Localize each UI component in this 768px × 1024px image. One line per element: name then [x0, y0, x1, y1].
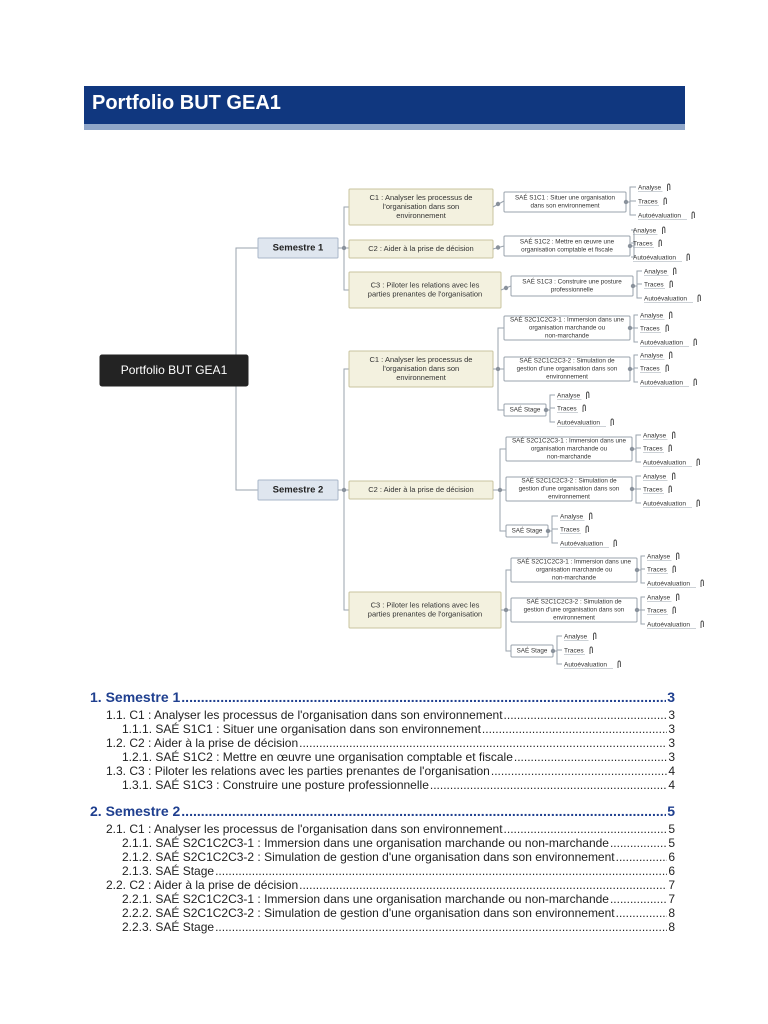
connector-line: [548, 531, 558, 543]
toc-1-3-1[interactable]: [122, 778, 675, 792]
leaf-autoevaluation[interactable]: [643, 501, 692, 508]
toc-dot-leader: [610, 892, 667, 906]
toc-1-2[interactable]: [106, 736, 675, 750]
node-joint: [546, 529, 550, 533]
connector-line: [637, 597, 645, 610]
attachment-icon: [614, 540, 616, 547]
toc-entry-label: [122, 836, 609, 850]
connector-line: [632, 435, 641, 449]
leaf-traces[interactable]: [557, 406, 578, 413]
connector-line: [633, 286, 642, 298]
leaf-autoevaluation-label: Autoévaluation: [638, 212, 682, 220]
root-node-label: Portfolio BUT GEA1: [120, 362, 228, 377]
toc-entry-text: C2 : Aider à la prise de décision: [129, 736, 299, 750]
connector-line: [236, 371, 258, 490]
s1-c2-node-label: C2 : Aider à la prise de décision: [368, 243, 474, 253]
attachment-icon: [666, 325, 668, 332]
toc-2-1-2[interactable]: [122, 850, 675, 864]
leaf-traces[interactable]: [643, 487, 664, 494]
connector-line: [630, 369, 638, 382]
toc-semestre-2[interactable]: [90, 803, 675, 821]
sae-s1c1-node[interactable]: [504, 192, 626, 212]
toc-entry-number: 2.2.1.: [122, 892, 153, 906]
s2-c1-node[interactable]: [349, 351, 493, 387]
leaf-autoevaluation-label: Autoévaluation: [644, 295, 688, 303]
toc-page-number: 4: [668, 778, 675, 792]
leaf-traces-label: Traces: [644, 281, 664, 289]
toc-entry-label: [122, 722, 481, 736]
toc-2-1-1[interactable]: [122, 836, 675, 850]
toc-dot-leader: [616, 906, 668, 920]
sae-s1c2-node[interactable]: [504, 236, 630, 256]
attachment-icon: [673, 607, 675, 614]
attachment-icon: [697, 459, 699, 466]
s2c2-sae-immersion-node-label: SAÉ S2C1C2C3-1 : Immersion dans une organisation marchande ou non-marchande: [511, 437, 627, 461]
toc-entry-number: 2.1.1.: [122, 836, 153, 850]
leaf-autoevaluation[interactable]: [644, 296, 693, 303]
attachment-icon: [664, 198, 666, 205]
leaf-autoevaluation-label: Autoévaluation: [647, 621, 691, 629]
attachment-icon: [692, 212, 694, 219]
node-joint: [498, 488, 502, 492]
sae-s1c1-node-label: SAÉ S1C1 : Situer une organisation dans son environnement: [514, 194, 616, 210]
leaf-analyse[interactable]: [564, 634, 589, 641]
connector-line: [630, 355, 638, 369]
semester-2-node-label: Semestre 2: [272, 484, 324, 496]
node-joint: [628, 326, 632, 330]
leaf-autoevaluation-label: Autoévaluation: [643, 459, 687, 467]
toc-entry-number: 1.2.: [106, 736, 127, 750]
leaf-analyse[interactable]: [647, 595, 672, 602]
s2c3-sae-simulation-node[interactable]: [511, 597, 637, 622]
leaf-analyse-label: Analyse: [647, 594, 671, 602]
toc-page-number: 5: [667, 803, 675, 819]
leaf-autoevaluation-label: Autoévaluation: [640, 339, 684, 347]
toc-page-number: 3: [668, 750, 675, 764]
leaf-autoevaluation-label: Autoévaluation: [557, 419, 601, 427]
toc-entry-number: 1.: [90, 689, 102, 705]
s2-c3-node[interactable]: [349, 592, 501, 628]
attachment-icon: [590, 513, 592, 520]
toc-dot-leader: [299, 878, 667, 892]
toc-page-number: 3: [668, 722, 675, 736]
toc-entry-text: C2 : Aider à la prise de décision: [129, 878, 299, 892]
attachment-icon: [701, 621, 703, 628]
toc-page-number: 8: [668, 920, 675, 934]
connector-line: [236, 248, 258, 371]
leaf-autoevaluation[interactable]: [640, 380, 689, 387]
connector-line: [498, 369, 504, 410]
node-joint: [342, 488, 346, 492]
attachment-icon: [677, 553, 679, 560]
leaf-traces[interactable]: [643, 446, 664, 453]
leaf-traces[interactable]: [647, 608, 668, 615]
toc-dot-leader: [616, 850, 668, 864]
toc-dot-leader: [215, 920, 667, 934]
toc-1-3[interactable]: [106, 764, 675, 778]
attachment-icon: [701, 580, 703, 587]
attachment-icon: [663, 227, 665, 234]
connector-line: [546, 410, 555, 422]
node-joint: [635, 568, 639, 572]
connector-line: [630, 328, 638, 342]
toc-entry-label: [106, 736, 298, 750]
leaf-autoevaluation[interactable]: [647, 581, 696, 588]
leaf-traces[interactable]: [560, 527, 581, 534]
node-joint: [496, 202, 500, 206]
toc-entry-text: SAÉ S2C1C2C3-2 : Simulation de gestion d'une organisation dans son environnement: [155, 850, 615, 864]
connector-line: [493, 328, 504, 369]
toc-entry-number: 1.3.: [106, 764, 127, 778]
connector-line: [637, 570, 645, 583]
attachment-icon: [659, 240, 661, 247]
leaf-analyse-label: Analyse: [638, 184, 662, 192]
toc-entry-text: SAÉ S2C1C2C3-2 : Simulation de gestion d'une organisation dans son environnement: [155, 906, 615, 920]
page-title: Portfolio BUT GEA1: [92, 92, 281, 114]
s2c2-sae-stage-node-label: SAÉ Stage: [511, 527, 543, 535]
semester-1-node-label: Semestre 1: [272, 242, 324, 254]
connector-line: [626, 187, 636, 202]
node-joint: [504, 608, 508, 612]
sae-s1c3-node-label: SAÉ S1C3 : Construire une posture professionnelle: [522, 278, 622, 294]
toc-page-number: 3: [668, 708, 675, 722]
toc-2-2[interactable]: [106, 878, 675, 892]
toc-page-number: 4: [668, 764, 675, 778]
node-joint: [628, 244, 632, 248]
node-joint: [496, 245, 500, 249]
leaf-autoevaluation[interactable]: [633, 255, 682, 262]
toc-entry-text: C3 : Piloter les relations avec les parties prenantes de l'organisation: [129, 764, 490, 778]
attachment-icon: [669, 486, 671, 493]
s2c1-sae-immersion-node-label: SAÉ S2C1C2C3-1 : Immersion dans une organisation marchande ou non-marchande: [509, 316, 625, 340]
attachment-icon: [694, 379, 696, 386]
toc-entry-text: Semestre 1: [105, 689, 181, 705]
leaf-analyse-label: Analyse: [640, 312, 664, 320]
attachment-icon: [670, 352, 672, 359]
attachment-icon: [673, 566, 675, 573]
toc-2-1[interactable]: [106, 822, 675, 836]
toc-entry-label: [122, 778, 429, 792]
toc-entry-label: [122, 850, 615, 864]
leaf-analyse[interactable]: [643, 474, 668, 481]
toc-dot-leader: [215, 864, 667, 878]
node-joint: [496, 367, 500, 371]
semester-1-node[interactable]: [258, 238, 338, 258]
toc-page-number: 6: [668, 850, 675, 864]
leaf-analyse[interactable]: [640, 313, 665, 320]
toc-semestre-1[interactable]: [90, 689, 675, 707]
connector-line: [338, 490, 349, 610]
leaf-traces[interactable]: [644, 282, 665, 289]
s2c3-sae-immersion-node-label: SAÉ S2C1C2C3-1 : Immersion dans une organisation marchande ou non-marchande: [516, 558, 632, 582]
toc-entry-label: [122, 864, 214, 878]
toc-entry-label: [106, 708, 503, 722]
toc-2-1-3[interactable]: [122, 864, 675, 878]
attachment-icon: [668, 184, 670, 191]
toc-entry-number: 1.2.1.: [122, 750, 153, 764]
toc-page-number: 5: [668, 836, 675, 850]
node-joint: [551, 649, 555, 653]
s2c1-sae-stage-node-label: SAÉ Stage: [509, 406, 541, 414]
leaf-traces[interactable]: [640, 366, 661, 373]
connector-line: [493, 449, 506, 490]
toc-entry-text: SAÉ S1C2 : Mettre en œuvre une organisation comptable et fiscale: [155, 750, 513, 764]
leaf-autoevaluation[interactable]: [560, 541, 609, 548]
leaf-traces[interactable]: [564, 648, 585, 655]
toc-dot-leader: [181, 689, 666, 705]
toc-page-number: 7: [668, 892, 675, 906]
toc-dot-leader: [491, 764, 667, 778]
leaf-traces-label: Traces: [647, 607, 667, 615]
leaf-autoevaluation[interactable]: [557, 420, 606, 427]
connector-line: [553, 651, 562, 664]
toc-dot-leader: [514, 750, 667, 764]
toc-1-1-1[interactable]: [122, 722, 675, 736]
toc-entry-label: [106, 878, 298, 892]
leaf-analyse[interactable]: [644, 269, 669, 276]
connector-line: [506, 610, 511, 651]
toc-page-number: 6: [668, 864, 675, 878]
node-joint: [624, 200, 628, 204]
s2c1-sae-simulation-node-label: SAÉ S2C1C2C3-2 : Simulation de gestion d'une organisation dans son environnement: [516, 357, 618, 381]
toc-page-number: 3: [667, 689, 675, 705]
leaf-analyse-label: Analyse: [643, 432, 667, 440]
attachment-icon: [677, 594, 679, 601]
s2c1-sae-simulation-node[interactable]: [504, 356, 630, 381]
s2c3-sae-stage-node[interactable]: [511, 645, 553, 657]
s2c3-sae-immersion-node[interactable]: [511, 557, 637, 582]
leaf-autoevaluation[interactable]: [638, 213, 687, 220]
toc-2-2-2[interactable]: [122, 906, 675, 920]
leaf-analyse-label: Analyse: [647, 553, 671, 561]
leaf-autoevaluation-label: Autoévaluation: [640, 379, 684, 387]
leaf-traces[interactable]: [647, 567, 668, 574]
s2c1-sae-stage-node[interactable]: [504, 404, 546, 416]
attachment-icon: [586, 526, 588, 533]
toc-entry-text: SAÉ S2C1C2C3-1 : Immersion dans une organisation marchande ou non-marchande: [155, 836, 609, 850]
leaf-traces[interactable]: [633, 241, 654, 248]
connector-line: [626, 202, 636, 215]
root-node[interactable]: [100, 355, 248, 386]
leaf-traces[interactable]: [640, 326, 661, 333]
toc-entry-label: [122, 920, 214, 934]
connector-line: [632, 489, 641, 503]
toc-2-2-1[interactable]: [122, 892, 675, 906]
s1-c3-node-label: C3 : Piloter les relations avec les parties prenantes de l'organisation: [367, 280, 483, 299]
leaf-analyse[interactable]: [557, 393, 582, 400]
toc-dot-leader: [181, 803, 666, 819]
leaf-analyse[interactable]: [633, 228, 658, 235]
leaf-traces-label: Traces: [557, 405, 577, 413]
s2-c2-node-label: C2 : Aider à la prise de décision: [368, 484, 474, 494]
sae-s1c3-node[interactable]: [511, 276, 633, 296]
leaf-traces-label: Traces: [640, 325, 660, 333]
connector-line: [500, 490, 506, 531]
toc-entry-text: C1 : Analyser les processus de l'organisation dans son environnement: [129, 708, 503, 722]
s2-c2-node[interactable]: [349, 481, 493, 499]
connector-line: [632, 449, 641, 462]
attachment-icon: [697, 500, 699, 507]
toc-page-number: 7: [668, 878, 675, 892]
connector-line: [632, 476, 641, 489]
leaf-autoevaluation-label: Autoévaluation: [633, 254, 677, 262]
attachment-icon: [673, 473, 675, 480]
attachment-icon: [698, 295, 700, 302]
attachment-icon: [587, 392, 589, 399]
toc-page-number: 8: [668, 906, 675, 920]
leaf-analyse[interactable]: [640, 353, 665, 360]
leaf-analyse-label: Analyse: [564, 633, 588, 641]
leaf-analyse-label: Analyse: [644, 268, 668, 276]
connector-line: [637, 610, 645, 624]
toc-entry-number: 1.1.: [106, 708, 127, 722]
toc-entry-number: 1.3.1.: [122, 778, 153, 792]
toc-entry-label: [106, 764, 490, 778]
toc-entry-label: [122, 750, 513, 764]
connector-line: [630, 315, 638, 328]
toc-entry-label: [106, 822, 503, 836]
leaf-analyse[interactable]: [560, 514, 585, 521]
leaf-traces-label: Traces: [643, 486, 663, 494]
toc-entry-number: 2.2.: [106, 878, 127, 892]
toc-entry-text: C1 : Analyser les processus de l'organisation dans son environnement: [129, 822, 503, 836]
leaf-analyse-label: Analyse: [640, 352, 664, 360]
s1-c1-node-label: C1 : Analyser les processus de l'organisation dans son environnement: [369, 192, 473, 220]
node-joint: [631, 284, 635, 288]
s2-c3-node-label: C3 : Piloter les relations avec les parties prenantes de l'organisation: [367, 600, 483, 619]
node-joint: [630, 447, 634, 451]
toc-2-2-3[interactable]: [122, 920, 675, 934]
leaf-autoevaluation-label: Autoévaluation: [647, 580, 691, 588]
attachment-icon: [611, 419, 613, 426]
toc-entry-label: [122, 906, 615, 920]
node-joint: [628, 367, 632, 371]
toc-entry-number: 2.1.: [106, 822, 127, 836]
leaf-analyse-label: Analyse: [633, 227, 657, 235]
leaf-traces-label: Traces: [643, 445, 663, 453]
node-joint: [635, 608, 639, 612]
toc-entry-number: 2.1.3.: [122, 864, 153, 878]
s1-c2-node[interactable]: [349, 240, 493, 258]
semester-2-node[interactable]: [258, 480, 338, 500]
leaf-analyse[interactable]: [638, 185, 663, 192]
toc-entry-text: SAÉ S1C3 : Construire une posture professionnelle: [155, 778, 429, 792]
node-joint: [544, 408, 548, 412]
toc-page-number: 5: [668, 822, 675, 836]
toc-entry-number: 2.: [90, 803, 102, 819]
leaf-traces-label: Traces: [560, 526, 580, 534]
leaf-traces-label: Traces: [647, 566, 667, 574]
toc-dot-leader: [504, 708, 668, 722]
leaf-analyse-label: Analyse: [560, 513, 584, 521]
toc-entry-label: [90, 803, 180, 819]
toc-entry-number: 2.1.2.: [122, 850, 153, 864]
toc-entry-number: 2.2.3.: [122, 920, 153, 934]
leaf-autoevaluation[interactable]: [640, 340, 689, 347]
attachment-icon: [669, 445, 671, 452]
attachment-icon: [583, 405, 585, 412]
s1-c1-node[interactable]: [349, 189, 493, 225]
s2c2-sae-simulation-node-label: SAÉ S2C1C2C3-2 : Simulation de gestion d'une organisation dans son environnement: [518, 477, 620, 501]
attachment-icon: [590, 647, 592, 654]
leaf-traces-label: Traces: [633, 240, 653, 248]
toc-entry-label: [122, 892, 609, 906]
leaf-analyse[interactable]: [643, 433, 668, 440]
toc-dot-leader: [430, 778, 667, 792]
s2c2-sae-stage-node[interactable]: [506, 525, 548, 537]
leaf-analyse-label: Analyse: [557, 392, 581, 400]
node-joint: [504, 286, 508, 290]
toc-dot-leader: [610, 836, 667, 850]
leaf-traces-label: Traces: [640, 365, 660, 373]
s1-c3-node[interactable]: [349, 272, 501, 308]
s2-c1-node-label: C1 : Analyser les processus de l'organisation dans son environnement: [369, 354, 473, 382]
attachment-icon: [687, 254, 689, 261]
attachment-icon: [670, 281, 672, 288]
leaf-traces-label: Traces: [564, 647, 584, 655]
connector-line: [338, 207, 349, 248]
s2c3-sae-simulation-node-label: SAÉ S2C1C2C3-2 : Simulation de gestion d'une organisation dans son environnement: [523, 598, 625, 622]
connector-line: [338, 248, 349, 290]
attachment-icon: [666, 365, 668, 372]
leaf-traces[interactable]: [638, 199, 659, 206]
toc-entry-text: SAÉ S2C1C2C3-1 : Immersion dans une organisation marchande ou non-marchande: [155, 892, 609, 906]
toc-entry-label: [90, 689, 180, 705]
toc-dot-leader: [299, 736, 667, 750]
leaf-analyse-label: Analyse: [643, 473, 667, 481]
attachment-icon: [673, 432, 675, 439]
attachment-icon: [594, 633, 596, 640]
toc-1-1[interactable]: [106, 708, 675, 722]
leaf-autoevaluation-label: Autoévaluation: [560, 540, 604, 548]
connector-line: [553, 636, 562, 651]
toc-entry-text: Semestre 2: [105, 803, 181, 819]
node-joint: [630, 487, 634, 491]
toc-page-number: 3: [668, 736, 675, 750]
leaf-autoevaluation-label: Autoévaluation: [564, 661, 608, 669]
attachment-icon: [618, 661, 620, 668]
toc-1-2-1[interactable]: [122, 750, 675, 764]
leaf-analyse[interactable]: [647, 554, 672, 561]
connector-line: [501, 570, 511, 610]
leaf-traces-label: Traces: [638, 198, 658, 206]
toc-entry-text: SAÉ Stage: [155, 864, 215, 878]
toc-dot-leader: [504, 822, 668, 836]
attachment-icon: [694, 339, 696, 346]
attachment-icon: [670, 312, 672, 319]
connector-line: [338, 369, 349, 490]
sae-s1c2-node-label: SAÉ S1C2 : Mettre en œuvre une organisation comptable et fiscale: [519, 238, 615, 254]
s2c2-sae-simulation-node[interactable]: [506, 476, 632, 501]
leaf-autoevaluation[interactable]: [564, 662, 613, 669]
attachment-icon: [674, 268, 676, 275]
node-joint: [342, 246, 346, 250]
toc-dot-leader: [482, 722, 667, 736]
s2c1-sae-immersion-node[interactable]: [504, 315, 630, 340]
leaf-autoevaluation-label: Autoévaluation: [643, 500, 687, 508]
toc-entry-number: 2.2.2.: [122, 906, 153, 920]
s2c3-sae-stage-node-label: SAÉ Stage: [516, 647, 548, 655]
leaf-autoevaluation[interactable]: [643, 460, 692, 467]
leaf-autoevaluation[interactable]: [647, 622, 696, 629]
toc-entry-text: SAÉ Stage: [155, 920, 215, 934]
toc-entry-number: 1.1.1.: [122, 722, 153, 736]
connector-line: [637, 556, 645, 570]
s2c2-sae-immersion-node[interactable]: [506, 436, 632, 461]
toc-entry-text: SAÉ S1C1 : Situer une organisation dans son environnement: [155, 722, 481, 736]
